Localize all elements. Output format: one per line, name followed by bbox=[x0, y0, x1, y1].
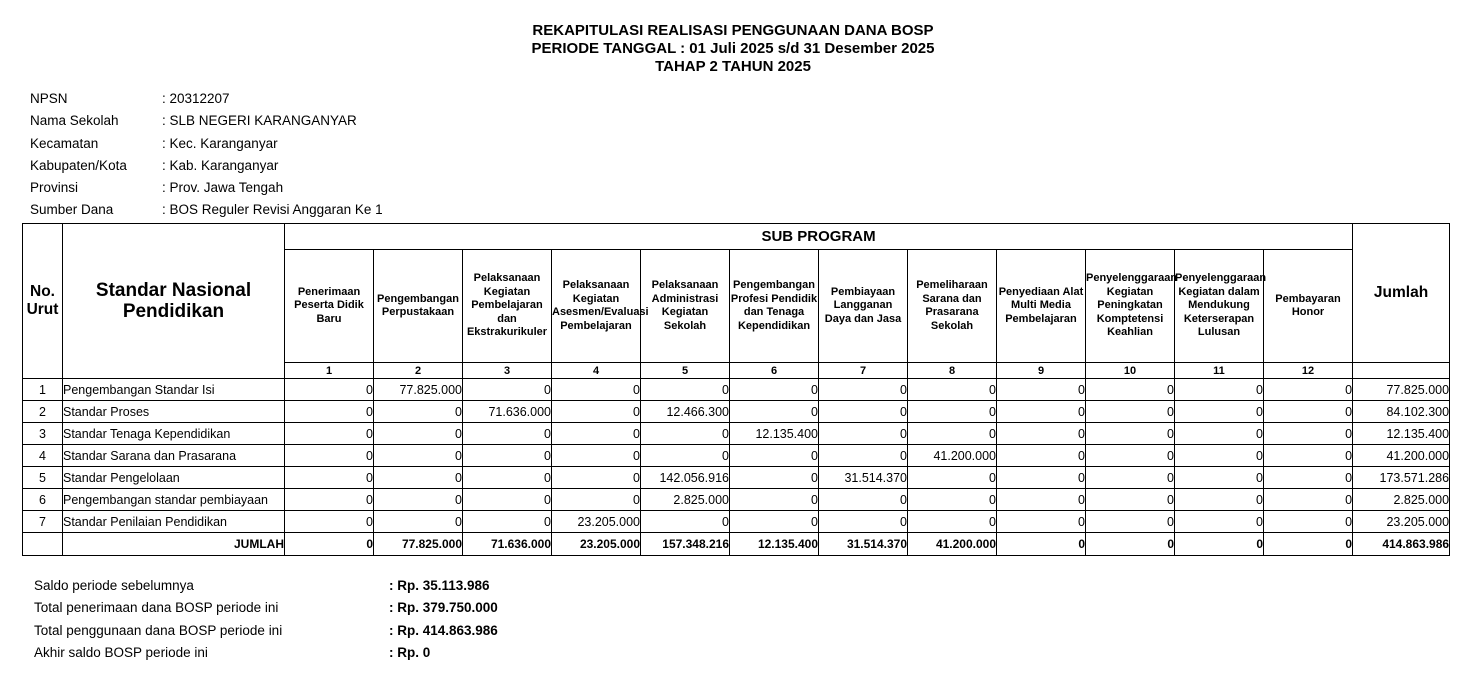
info-row-province bbox=[30, 177, 383, 199]
sub-program-header: SUB PROGRAM bbox=[285, 224, 1353, 250]
total-value: 0 bbox=[1264, 533, 1353, 556]
column-header: Pelaksanaan Kegiatan Pembelajaran dan Ekstrakurikuler bbox=[463, 250, 552, 363]
row-value: 0 bbox=[819, 489, 908, 511]
row-number: 1 bbox=[23, 379, 63, 401]
summary-value: : Rp. 414.863.986 bbox=[389, 622, 498, 638]
total-jumlah: 414.863.986 bbox=[1353, 533, 1450, 556]
column-number: 4 bbox=[552, 363, 641, 379]
row-value: 0 bbox=[730, 401, 819, 423]
column-number: 8 bbox=[908, 363, 997, 379]
summary-label: Total penggunaan dana BOSP periode ini bbox=[34, 622, 283, 638]
row-value: 0 bbox=[641, 445, 730, 467]
row-value: 0 bbox=[997, 379, 1086, 401]
row-standar: Standar Sarana dan Prasarana bbox=[63, 445, 285, 467]
table-row bbox=[23, 423, 1450, 445]
column-header: Pembiayaan Langganan Daya dan Jasa bbox=[819, 250, 908, 363]
row-value: 0 bbox=[463, 379, 552, 401]
info-label: Kecamatan bbox=[30, 135, 99, 151]
column-header: Pengembangan Profesi Pendidik dan Tenaga Kependidikan bbox=[730, 250, 819, 363]
row-value: 0 bbox=[463, 445, 552, 467]
table-row bbox=[23, 467, 1450, 489]
report-stage: TAHAP 2 TAHUN 2025 bbox=[655, 58, 811, 75]
info-value: : BOS Reguler Revisi Anggaran Ke 1 bbox=[162, 202, 383, 218]
column-number: 1 bbox=[285, 363, 374, 379]
row-value: 0 bbox=[1175, 379, 1264, 401]
info-row-school-name bbox=[30, 110, 383, 132]
row-value: 0 bbox=[552, 489, 641, 511]
row-value: 0 bbox=[908, 401, 997, 423]
table-row bbox=[23, 489, 1450, 511]
column-header: Pembayaran Honor bbox=[1264, 250, 1353, 363]
summary-row-previous-balance bbox=[34, 575, 498, 597]
summary-row-total-spending bbox=[34, 620, 498, 642]
row-jumlah: 173.571.286 bbox=[1353, 467, 1450, 489]
row-value: 0 bbox=[997, 423, 1086, 445]
info-row-district bbox=[30, 133, 383, 155]
row-value: 0 bbox=[1264, 467, 1353, 489]
table-row bbox=[23, 511, 1450, 533]
row-value: 0 bbox=[1175, 423, 1264, 445]
summary-label: Saldo periode sebelumnya bbox=[34, 578, 194, 593]
summary-label: Total penerimaan dana BOSP periode ini bbox=[34, 600, 279, 616]
row-value: 0 bbox=[285, 489, 374, 511]
row-value: 0 bbox=[552, 401, 641, 423]
total-value: 77.825.000 bbox=[374, 533, 463, 556]
row-value: 0 bbox=[285, 467, 374, 489]
total-value: 0 bbox=[285, 533, 374, 556]
row-value: 77.825.000 bbox=[374, 379, 463, 401]
row-value: 0 bbox=[908, 489, 997, 511]
row-value: 0 bbox=[1264, 423, 1353, 445]
row-standar: Standar Penilaian Pendidikan bbox=[63, 511, 285, 533]
table-row bbox=[23, 379, 1450, 401]
row-value: 0 bbox=[552, 379, 641, 401]
row-value: 0 bbox=[1086, 445, 1175, 467]
row-value: 0 bbox=[374, 445, 463, 467]
row-value: 0 bbox=[285, 423, 374, 445]
row-value: 0 bbox=[1086, 511, 1175, 533]
summary-label: Akhir saldo BOSP periode ini bbox=[34, 644, 208, 660]
row-number: 7 bbox=[23, 511, 63, 533]
total-value: 12.135.400 bbox=[730, 533, 819, 556]
column-header: Penyelenggaraan Kegiatan dalam Mendukung Keterserapan Lulusan bbox=[1175, 250, 1264, 363]
row-value: 0 bbox=[997, 445, 1086, 467]
total-value: 0 bbox=[997, 533, 1086, 556]
column-number: 2 bbox=[374, 363, 463, 379]
row-jumlah: 23.205.000 bbox=[1353, 511, 1450, 533]
report-title: REKAPITULASI REALISASI PENGGUNAAN DANA BOSP bbox=[532, 22, 934, 39]
no-urut-header: No. Urut bbox=[23, 224, 63, 379]
column-number: 5 bbox=[641, 363, 730, 379]
column-number: 3 bbox=[463, 363, 552, 379]
row-value: 0 bbox=[463, 423, 552, 445]
column-header: Pengembangan Perpustakaan bbox=[374, 250, 463, 363]
row-value: 0 bbox=[374, 423, 463, 445]
row-value: 0 bbox=[1175, 489, 1264, 511]
total-value: 23.205.000 bbox=[552, 533, 641, 556]
column-header: Penerimaan Peserta Didik Baru bbox=[285, 250, 374, 363]
row-value: 0 bbox=[1264, 379, 1353, 401]
summary-value: : Rp. 35.113.986 bbox=[389, 578, 490, 593]
info-row-regency bbox=[30, 155, 383, 177]
row-value: 0 bbox=[1086, 489, 1175, 511]
jumlah-number-spacer bbox=[1353, 363, 1450, 379]
info-row-npsn bbox=[30, 88, 383, 110]
total-value: 0 bbox=[1175, 533, 1264, 556]
table-row bbox=[23, 401, 1450, 423]
info-label: Provinsi bbox=[30, 180, 79, 196]
row-value: 0 bbox=[997, 401, 1086, 423]
row-value: 0 bbox=[552, 445, 641, 467]
row-number: 2 bbox=[23, 401, 63, 423]
info-value: : Prov. Jawa Tengah bbox=[162, 180, 284, 196]
row-value: 0 bbox=[730, 489, 819, 511]
row-value: 0 bbox=[641, 511, 730, 533]
total-row bbox=[23, 533, 1450, 556]
column-header: Penyelenggaraan Kegiatan Peningkatan Komptetensi Keahlian bbox=[1086, 250, 1175, 363]
column-header: Penyediaan Alat Multi Media Pembelajaran bbox=[997, 250, 1086, 363]
info-row-fund-source bbox=[30, 199, 383, 221]
info-label: Kabupaten/Kota bbox=[30, 157, 127, 173]
info-value: : Kec. Karanganyar bbox=[162, 135, 278, 151]
row-value: 0 bbox=[374, 511, 463, 533]
row-value: 0 bbox=[819, 445, 908, 467]
row-value: 0 bbox=[819, 511, 908, 533]
row-value: 0 bbox=[1086, 379, 1175, 401]
row-standar: Pengembangan standar pembiayaan bbox=[63, 489, 285, 511]
report-period: PERIODE TANGGAL : 01 Juli 2025 s/d 31 Desember 2025 bbox=[531, 40, 935, 57]
row-value: 0 bbox=[374, 467, 463, 489]
summary-value: : Rp. 379.750.000 bbox=[389, 600, 498, 616]
column-number: 6 bbox=[730, 363, 819, 379]
row-value: 0 bbox=[1086, 467, 1175, 489]
row-value: 0 bbox=[730, 511, 819, 533]
row-jumlah: 41.200.000 bbox=[1353, 445, 1450, 467]
row-value: 0 bbox=[908, 423, 997, 445]
row-value: 142.056.916 bbox=[641, 467, 730, 489]
row-standar: Standar Pengelolaan bbox=[63, 467, 285, 489]
row-value: 0 bbox=[285, 401, 374, 423]
info-label: Sumber Dana bbox=[30, 202, 114, 218]
info-label: Nama Sekolah bbox=[30, 113, 119, 129]
row-value: 0 bbox=[730, 467, 819, 489]
table-body bbox=[23, 379, 1450, 533]
row-standar: Pengembangan Standar Isi bbox=[63, 379, 285, 401]
row-value: 0 bbox=[730, 379, 819, 401]
row-value: 0 bbox=[819, 379, 908, 401]
school-info bbox=[30, 88, 383, 222]
row-standar: Standar Proses bbox=[63, 401, 285, 423]
row-value: 0 bbox=[1175, 467, 1264, 489]
row-value: 0 bbox=[641, 423, 730, 445]
total-value: 157.348.216 bbox=[641, 533, 730, 556]
column-number: 7 bbox=[819, 363, 908, 379]
row-value: 12.135.400 bbox=[730, 423, 819, 445]
column-number: 10 bbox=[1086, 363, 1175, 379]
standar-header: Standar Nasional Pendidikan bbox=[63, 224, 285, 379]
row-value: 0 bbox=[1175, 445, 1264, 467]
row-standar: Standar Tenaga Kependidikan bbox=[63, 423, 285, 445]
row-value: 0 bbox=[1264, 445, 1353, 467]
info-value: : SLB NEGERI KARANGANYAR bbox=[162, 113, 357, 129]
info-value: : 20312207 bbox=[162, 91, 230, 106]
row-value: 0 bbox=[819, 401, 908, 423]
row-value: 0 bbox=[1264, 401, 1353, 423]
summary-row-total-receipts bbox=[34, 597, 498, 619]
total-label: JUMLAH bbox=[63, 533, 285, 556]
row-value: 0 bbox=[285, 445, 374, 467]
row-value: 0 bbox=[908, 467, 997, 489]
row-value: 0 bbox=[463, 511, 552, 533]
total-value: 71.636.000 bbox=[463, 533, 552, 556]
total-value: 0 bbox=[1086, 533, 1175, 556]
row-value: 0 bbox=[1175, 511, 1264, 533]
row-value: 12.466.300 bbox=[641, 401, 730, 423]
row-value: 0 bbox=[1086, 423, 1175, 445]
fund-summary bbox=[34, 575, 498, 664]
row-jumlah: 77.825.000 bbox=[1353, 379, 1450, 401]
column-number: 12 bbox=[1264, 363, 1353, 379]
row-number: 5 bbox=[23, 467, 63, 489]
row-value: 0 bbox=[285, 379, 374, 401]
row-value: 71.636.000 bbox=[463, 401, 552, 423]
row-value: 0 bbox=[374, 489, 463, 511]
row-value: 0 bbox=[552, 467, 641, 489]
row-value: 0 bbox=[463, 489, 552, 511]
row-value: 41.200.000 bbox=[908, 445, 997, 467]
total-value: 31.514.370 bbox=[819, 533, 908, 556]
row-value: 0 bbox=[1086, 401, 1175, 423]
jumlah-header: Jumlah bbox=[1353, 224, 1450, 363]
column-number: 9 bbox=[997, 363, 1086, 379]
recap-table bbox=[22, 223, 1450, 556]
row-value: 0 bbox=[1175, 401, 1264, 423]
column-header: Pelaksanaan Kegiatan Asesmen/Evaluasi Pembelajaran bbox=[552, 250, 641, 363]
row-value: 0 bbox=[374, 401, 463, 423]
row-value: 0 bbox=[908, 379, 997, 401]
row-value: 0 bbox=[285, 511, 374, 533]
row-value: 0 bbox=[997, 467, 1086, 489]
row-jumlah: 84.102.300 bbox=[1353, 401, 1450, 423]
row-value: 0 bbox=[908, 511, 997, 533]
table-row bbox=[23, 445, 1450, 467]
row-jumlah: 2.825.000 bbox=[1353, 489, 1450, 511]
info-value: : Kab. Karanganyar bbox=[162, 157, 279, 173]
row-value: 23.205.000 bbox=[552, 511, 641, 533]
total-no-blank bbox=[23, 533, 63, 556]
report-title-block bbox=[0, 22, 1466, 76]
row-value: 0 bbox=[641, 379, 730, 401]
row-value: 31.514.370 bbox=[819, 467, 908, 489]
row-value: 2.825.000 bbox=[641, 489, 730, 511]
column-number: 11 bbox=[1175, 363, 1264, 379]
row-jumlah: 12.135.400 bbox=[1353, 423, 1450, 445]
info-label: NPSN bbox=[30, 91, 68, 106]
row-value: 0 bbox=[1264, 489, 1353, 511]
row-value: 0 bbox=[819, 423, 908, 445]
row-value: 0 bbox=[1264, 511, 1353, 533]
row-number: 6 bbox=[23, 489, 63, 511]
summary-row-final-balance bbox=[34, 642, 498, 664]
row-number: 3 bbox=[23, 423, 63, 445]
column-header: Pelaksanaan Administrasi Kegiatan Sekolah bbox=[641, 250, 730, 363]
row-value: 0 bbox=[463, 467, 552, 489]
row-value: 0 bbox=[997, 489, 1086, 511]
summary-value: : Rp. 0 bbox=[389, 644, 431, 660]
column-header: Pemeliharaan Sarana dan Prasarana Sekolah bbox=[908, 250, 997, 363]
row-number: 4 bbox=[23, 445, 63, 467]
row-value: 0 bbox=[997, 511, 1086, 533]
row-value: 0 bbox=[552, 423, 641, 445]
total-value: 41.200.000 bbox=[908, 533, 997, 556]
row-value: 0 bbox=[730, 445, 819, 467]
